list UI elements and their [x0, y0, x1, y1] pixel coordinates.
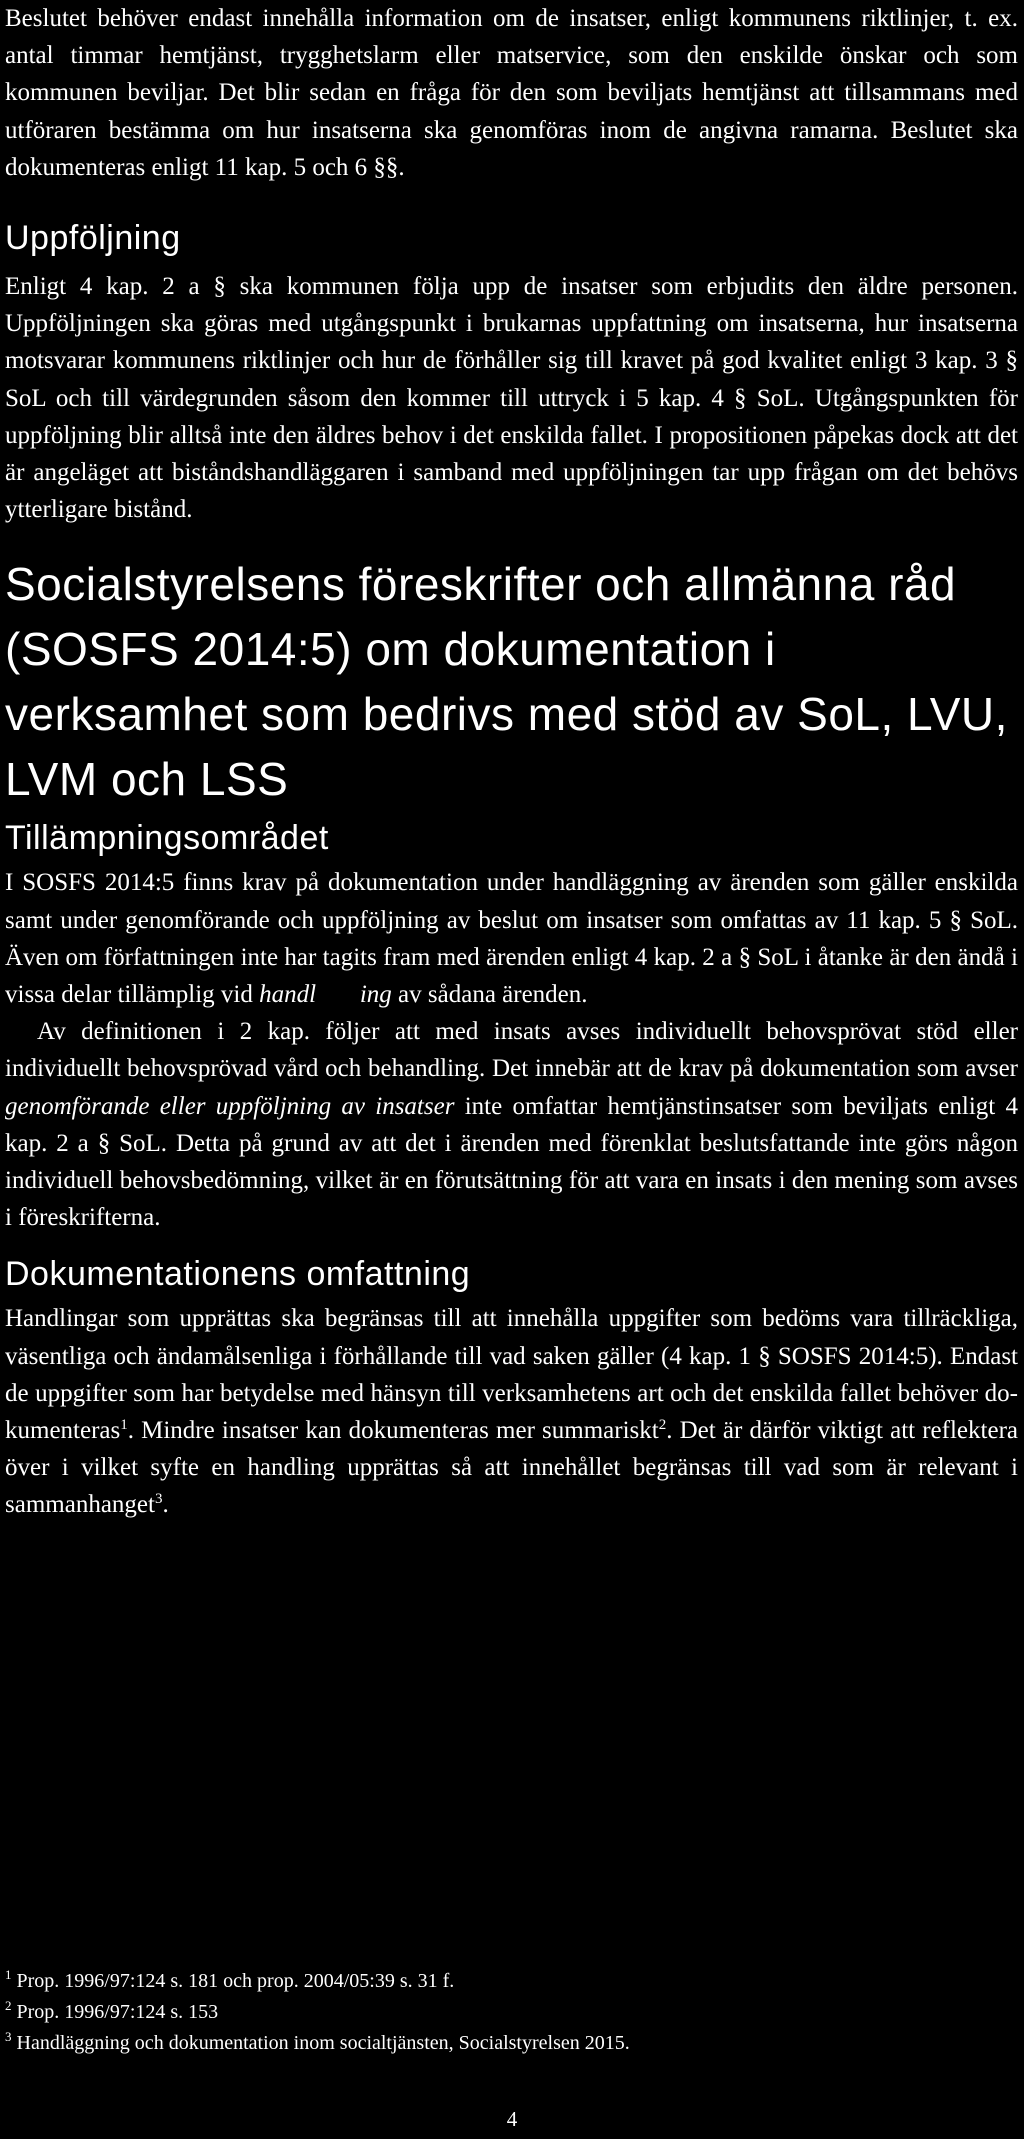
page-number: 4 [506, 2107, 518, 2131]
heading-dokumentationens-omfattning: Dokumentationens omfattning [5, 1255, 471, 1294]
omfattning-text-b: . Mindre insatser kan dokumenteras mer summariskt [127, 1417, 659, 1445]
footnote-2 [5, 1997, 630, 2028]
document-page [5, 0, 1018, 1524]
heading-sosfs: Socialstyrelsens föreskrifter och allmänna råd (SOSFS 2014:5) om dokumentation i verksamhet som bedrivs med stöd av SoL, LVU, LVM och LSS [5, 558, 1008, 806]
omfattning-text-c: . Det är därför viktigt att reflektera över i vilket syfte en handling upprättas så att innehållet begränsas till vad som är relevant i sammanhanget [5, 1417, 1018, 1519]
paragraph-beslut: Beslutet behöver endast innehålla information om de insatser, enligt kommunens riktlinjer, t. ex. antal timmar hemtjänst, trygghetslarm eller matservice, som den enskilde önskar och som kommunen beviljar. Det blir sedan en fråga för den som beviljats hemtjänst att tillsammans med utföraren bestämma om hur insatserna ska genomföras inom de angivna ramarna. Beslutet ska dokumenteras enligt 11 kap. 5 och 6 §§. [5, 5, 1018, 181]
footnote-ref-2[interactable]: 2 [658, 1417, 667, 1434]
tillampning-1-text: I SOSFS 2014:5 finns krav på dokumentation under handläggning av ärenden som gäller enskilda samt under genomförande och uppföljning av beslut om insatser som omfattas av 11 kap. 5 § SoL. Även om författningen inte har tagits fram med ärenden enligt 4 kap. 2 a § SoL i åtanke är den ändå i vissa delar tillämplig vid [5, 869, 1018, 1009]
tillampning-2-text-a: Av definitionen i 2 kap. följer att med insats avses individuellt behovsprövat stöd eller individuellt behovsprövad vård och behandling. Det innebär att de krav på dokumentation som avser [5, 1018, 1018, 1083]
footnote-2-mark: 2 [5, 1998, 12, 2013]
footnote-1-text: Prop. 1996/97:124 s. 181 och prop. 2004/05:39 s. 31 f. [16, 1970, 455, 1992]
footnote-1-mark: 1 [5, 1967, 12, 1982]
footnote-1 [5, 1966, 630, 1997]
footnote-ref-1[interactable]: 1 [120, 1417, 128, 1434]
heading-uppfoljning: Uppföljning [5, 219, 181, 258]
tillampning-1-emphasis-b: ing [359, 981, 392, 1009]
tillampning-2-emphasis: genomförande eller uppföljning av insatser [5, 1092, 455, 1120]
heading-tillampningsomradet: Tillämpningsområdet [5, 819, 329, 858]
tillampning-1-emphasis-a: handl [259, 981, 317, 1009]
tillampning-1-end: av sådana ärenden. [398, 981, 588, 1009]
footnote-3 [5, 2028, 630, 2059]
omfattning-text-d: . [162, 1491, 169, 1519]
paragraph-uppfoljning: Enligt 4 kap. 2 a § ska kommunen följa upp de insatser som erbjudits den äldre personen. Uppföljningen ska göras med utgångspunkt i brukarnas uppfattning om insatserna, hur insatserna motsvarar kommunens riktlinjer och hur de förhåller sig till kravet på god kvalitet enligt 3 kap. 3 § SoL och till värdegrunden såsom den kommer till uttryck i 5 kap. 4 § SoL. Utgångspunkten för uppföljning blir alltså inte den äldres behov i det enskilda fallet. I propositionen påpekas dock att det är angeläget att biståndshandläggaren i samband med uppföljningen tar upp frågan om det behövs ytterligare bistånd. [5, 273, 1018, 524]
omfattning-text-a: Handlingar som upprättas ska begränsas till att innehålla uppgifter som bedöms vara tillräckliga, väsentliga och ändamålsenliga i förhållande till vad saken gäller (4 kap. 1 § SOSFS 2014:5). Endast de uppgifter som har betydelse med hänsyn till verksamhetens art och det enskilda fallet behöver dokumenteras [5, 1305, 1018, 1445]
paragraph-tillampning-2 [5, 1013, 1018, 1236]
footnote-2-text: Prop. 1996/97:124 s. 153 [16, 2001, 219, 2023]
footnotes [5, 1966, 630, 2059]
paragraph-tillampning-1 [5, 864, 1018, 1013]
tillampning-2-text-b: inte omfattar hemtjänstinsatser som beviljats enligt 4 kap. 2 a § SoL. Detta på grund av att det i ärenden med förenklat beslutsfattande inte görs någon individuell behovsbedömning, vilket är en förutsättning för att vara en insats i den mening som avses i föreskrifterna. [5, 1092, 1019, 1232]
paragraph-omfattning [5, 1300, 1018, 1523]
footnote-ref-3[interactable]: 3 [154, 1491, 163, 1508]
footnote-3-mark: 3 [5, 2029, 12, 2044]
footnote-3-text: Handläggning och dokumentation inom socialtjänsten, Socialstyrelsen 2015. [16, 2032, 630, 2054]
